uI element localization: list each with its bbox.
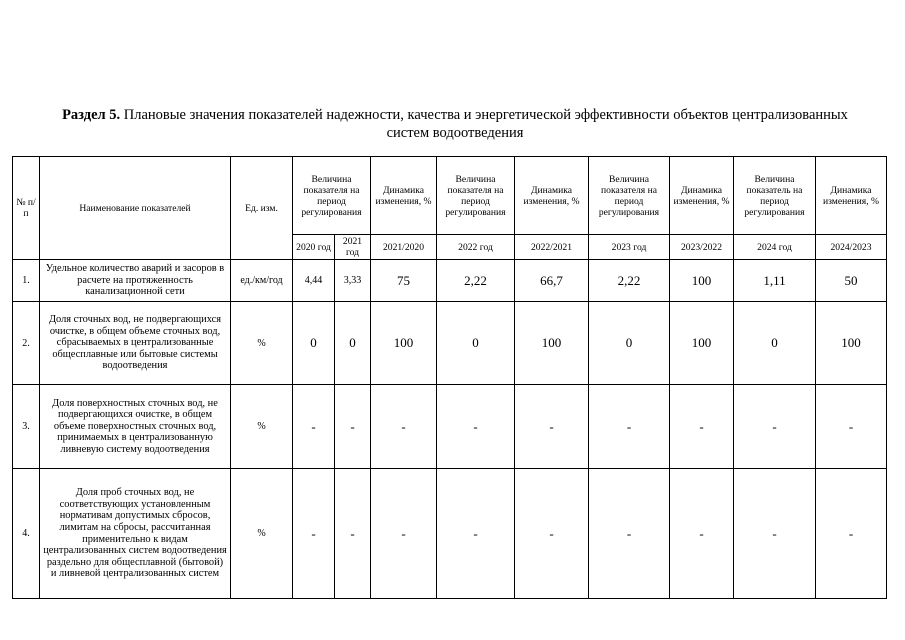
row-value: - (816, 469, 887, 599)
subheader-cell: 2023 год (589, 235, 670, 260)
header-num: № п/п (13, 157, 40, 260)
row-value: 50 (816, 260, 887, 302)
subheader-cell: 2022 год (437, 235, 515, 260)
row-value: - (371, 469, 437, 599)
row-num: 2. (13, 302, 40, 385)
row-value: 0 (335, 302, 371, 385)
row-value: 1,11 (734, 260, 816, 302)
row-value: - (437, 469, 515, 599)
row-value: - (734, 385, 816, 469)
row-num: 1. (13, 260, 40, 302)
header-name: Наименование показателей (40, 157, 231, 260)
row-name: Доля поверхностных сточных вод, не подвергающихся очистке, в общем объеме поверхностных сточных вод, принимаемых в централизованную ливневую систему водоотведения (40, 385, 231, 469)
subheader-cell: 2024/2023 (816, 235, 887, 260)
row-value: 0 (293, 302, 335, 385)
section-title-text: Плановые значения показателей надежности, качества и энергетической эффективности объектов централизованных систем водоотведения (120, 107, 848, 141)
header-dyn-2023: Динамика изменения, % (670, 157, 734, 235)
header-plan-2023: Величина показателя на период регулирования (589, 157, 670, 235)
table-row (13, 302, 887, 385)
header-dyn-2021: Динамика изменения, % (371, 157, 437, 235)
table-row (13, 260, 887, 302)
table-row (13, 469, 887, 599)
row-value: - (293, 385, 335, 469)
row-value: 100 (670, 260, 734, 302)
row-value: 100 (816, 302, 887, 385)
row-value: 66,7 (515, 260, 589, 302)
row-value: 100 (371, 302, 437, 385)
row-value: - (335, 469, 371, 599)
row-value: 0 (589, 302, 670, 385)
row-value: - (816, 385, 887, 469)
section-title-bold: Раздел 5. (62, 107, 121, 123)
header-plan-2022: Величина показателя на период регулирования (437, 157, 515, 235)
row-value: - (515, 385, 589, 469)
row-value: - (335, 385, 371, 469)
row-value: 2,22 (437, 260, 515, 302)
row-name: Удельное количество аварий и засоров в расчете на протяженность канализационной сети (40, 260, 231, 302)
section-title (60, 106, 850, 142)
row-value: 4,44 (293, 260, 335, 302)
subheader-cell: 2023/2022 (670, 235, 734, 260)
row-value: 3,33 (335, 260, 371, 302)
header-dyn-2024: Динамика изменения, % (816, 157, 887, 235)
row-value: 0 (437, 302, 515, 385)
subheader-cell: 2021/2020 (371, 235, 437, 260)
subheader-cell: 2022/2021 (515, 235, 589, 260)
row-value: 0 (734, 302, 816, 385)
row-value: 100 (515, 302, 589, 385)
row-value: - (437, 385, 515, 469)
row-num: 4. (13, 469, 40, 599)
row-value: - (670, 469, 734, 599)
row-value: - (670, 385, 734, 469)
row-unit: % (231, 302, 293, 385)
indicators-table (12, 156, 887, 599)
header-plan-2020-2021: Величина показателя на период регулирования (293, 157, 371, 235)
header-row (13, 157, 887, 235)
row-unit: % (231, 469, 293, 599)
row-value: - (515, 469, 589, 599)
subheader-cell: 2021 год (335, 235, 371, 260)
row-value: 100 (670, 302, 734, 385)
header-unit: Ед. изм. (231, 157, 293, 260)
header-plan-2024: Величина показатель на период регулирования (734, 157, 816, 235)
row-value: - (293, 469, 335, 599)
subheader-cell: 2020 год (293, 235, 335, 260)
table-row (13, 385, 887, 469)
row-value: - (589, 385, 670, 469)
row-value: - (589, 469, 670, 599)
row-name: Доля сточных вод, не подвергающихся очистке, в общем объеме сточных вод, сбрасываемых в централизованные общесплавные или бытовые системы водоотведения (40, 302, 231, 385)
subheader-cell: 2024 год (734, 235, 816, 260)
row-name: Доля проб сточных вод, не соответствующих установленным нормативам допустимых сбросов, лимитам на сбросы, рассчитанная применительно к видам централизованных систем водоотведения раздельно для общесплавной (бытовой) и ливневой централизованных систем (40, 469, 231, 599)
header-dyn-2022: Динамика изменения, % (515, 157, 589, 235)
row-value: - (371, 385, 437, 469)
row-value: 2,22 (589, 260, 670, 302)
row-value: - (734, 469, 816, 599)
row-value: 75 (371, 260, 437, 302)
row-unit: ед./км/год (231, 260, 293, 302)
row-unit: % (231, 385, 293, 469)
row-num: 3. (13, 385, 40, 469)
